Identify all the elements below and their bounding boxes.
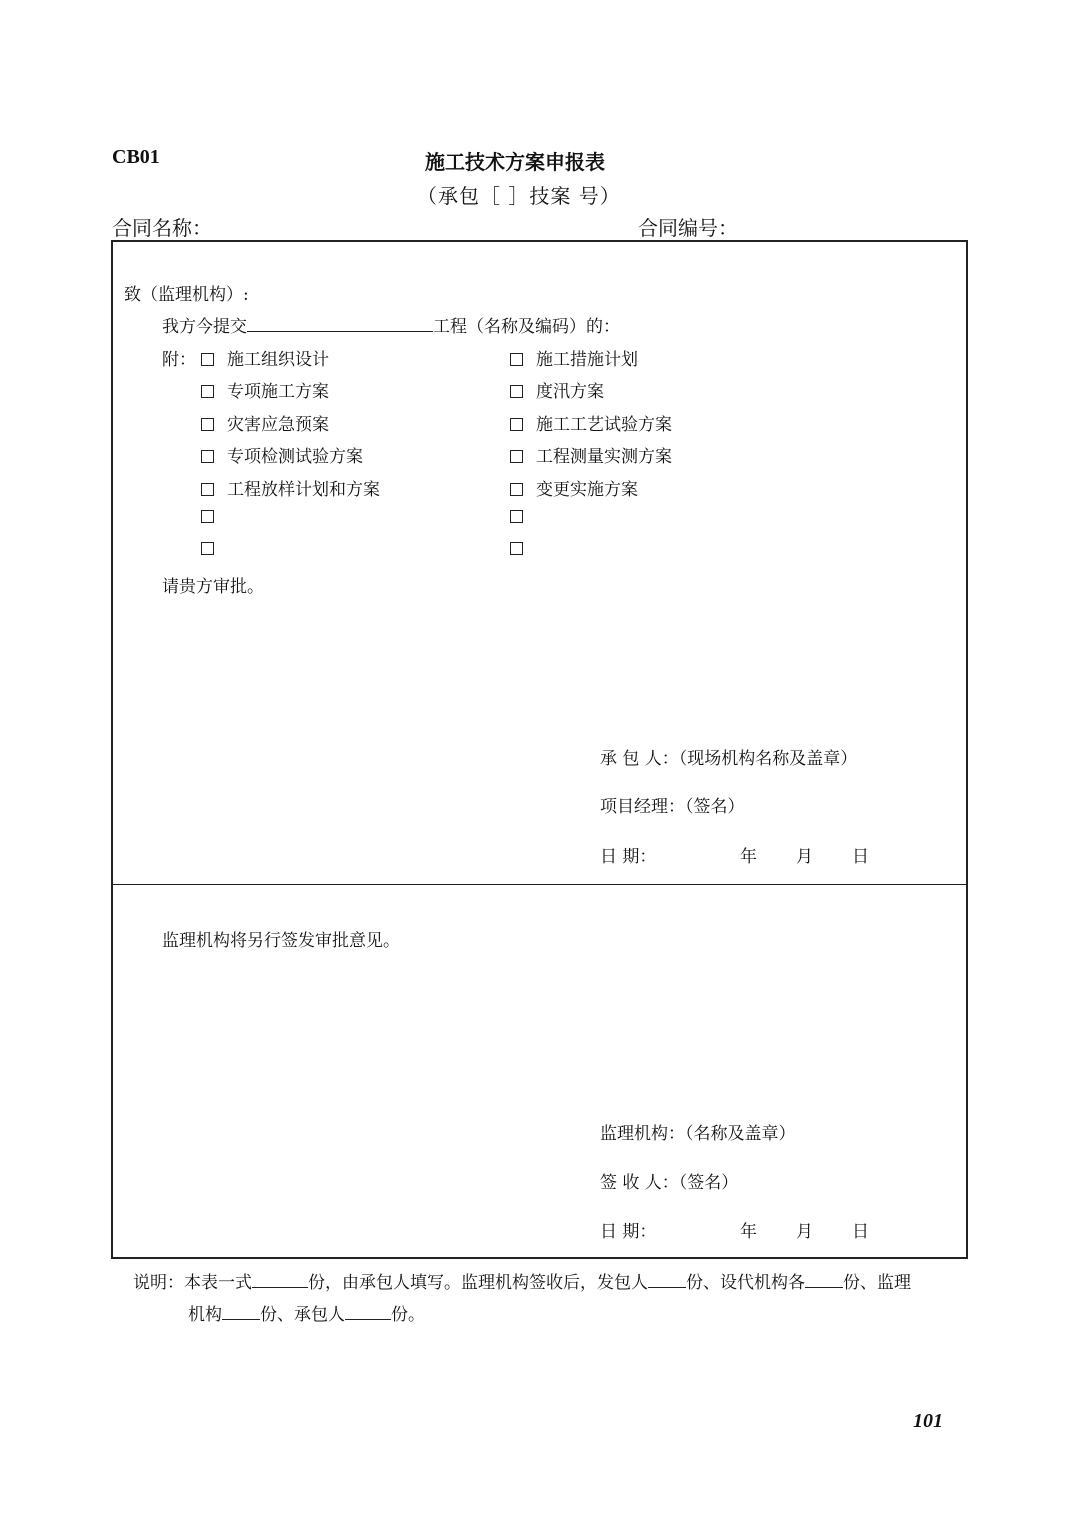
submit-prefix: 我方今提交: [162, 317, 247, 337]
upper-date-label: 日 期：: [600, 847, 657, 867]
left-check-item[interactable]: 施工组织设计: [201, 345, 329, 370]
supervisor-note: 监理机构将另行签发审批意见。: [162, 931, 400, 951]
receiver-label: 签 收 人：（签名）: [600, 1173, 739, 1193]
page-number: 101: [913, 1410, 943, 1432]
left-check-item[interactable]: 工程放样计划和方案: [201, 475, 380, 500]
contractor-label: 承 包 人：（现场机构名称及盖章）: [600, 749, 858, 769]
copies-owner-blank: [648, 1273, 686, 1288]
checkbox-icon[interactable]: [201, 483, 214, 496]
right-check-item[interactable]: 施工工艺试验方案: [510, 410, 672, 435]
footer-note-line-2: 机构 份、承包人 份。: [188, 1305, 425, 1325]
form-title: 施工技术方案申报表: [425, 150, 605, 174]
right-check-item[interactable]: 变更实施方案: [510, 475, 638, 500]
lower-month-label: 月: [796, 1222, 813, 1242]
checkbox-icon[interactable]: [201, 353, 214, 366]
right-check-item[interactable]: 度汛方案: [510, 377, 604, 402]
submit-suffix: 工程（名称及编码）的：: [433, 317, 620, 337]
submit-line: [162, 312, 620, 337]
checkbox-icon[interactable]: [201, 450, 214, 463]
upper-year-label: 年: [740, 847, 757, 867]
left-check-item[interactable]: [201, 507, 227, 527]
left-check-item[interactable]: 专项检测试验方案: [201, 442, 363, 467]
addressee-line: 致（监理机构）:: [124, 285, 249, 305]
supervisor-label: 监理机构：（名称及盖章）: [600, 1124, 796, 1144]
form-subtitle: （承包［ ］技案 号）: [417, 184, 621, 208]
copies-total-blank: [252, 1273, 308, 1288]
lower-year-label: 年: [740, 1222, 757, 1242]
form-code: CB01: [112, 146, 160, 168]
checkbox-icon[interactable]: [510, 418, 523, 431]
right-check-item[interactable]: [510, 507, 536, 527]
contract-name-label: 合同名称：: [112, 216, 212, 240]
section-divider: [111, 884, 968, 885]
checkbox-icon[interactable]: [510, 483, 523, 496]
checkbox-icon[interactable]: [201, 542, 214, 555]
checkbox-icon[interactable]: [510, 510, 523, 523]
upper-day-label: 日: [852, 847, 869, 867]
lower-date-label: 日 期：: [600, 1222, 657, 1242]
attach-label: 附：: [162, 350, 196, 370]
project-manager-label: 项目经理：（签名）: [600, 797, 745, 817]
checkbox-icon[interactable]: [510, 385, 523, 398]
project-name-blank: [247, 317, 433, 332]
copies-design-blank: [805, 1273, 843, 1288]
copies-supervisor-blank: [222, 1305, 260, 1320]
left-check-item[interactable]: 专项施工方案: [201, 377, 329, 402]
checkbox-icon[interactable]: [510, 542, 523, 555]
right-check-item[interactable]: 工程测量实测方案: [510, 442, 672, 467]
copies-contractor-blank: [345, 1305, 391, 1320]
left-check-item[interactable]: [201, 539, 227, 559]
checkbox-icon[interactable]: [201, 418, 214, 431]
checkbox-icon[interactable]: [510, 353, 523, 366]
checkbox-icon[interactable]: [201, 510, 214, 523]
footer-note-line-1: 说明：本表一式 份，由承包人填写。监理机构签收后，发包人 份、设代机构各 份、监理: [133, 1273, 911, 1293]
left-check-item[interactable]: 灾害应急预案: [201, 410, 329, 435]
right-check-item[interactable]: [510, 539, 536, 559]
checkbox-icon[interactable]: [510, 450, 523, 463]
lower-day-label: 日: [852, 1222, 869, 1242]
contract-number-label: 合同编号：: [638, 216, 738, 240]
right-check-item[interactable]: 施工措施计划: [510, 345, 638, 370]
upper-month-label: 月: [796, 847, 813, 867]
checkbox-icon[interactable]: [201, 385, 214, 398]
request-line: 请贵方审批。: [162, 577, 264, 597]
